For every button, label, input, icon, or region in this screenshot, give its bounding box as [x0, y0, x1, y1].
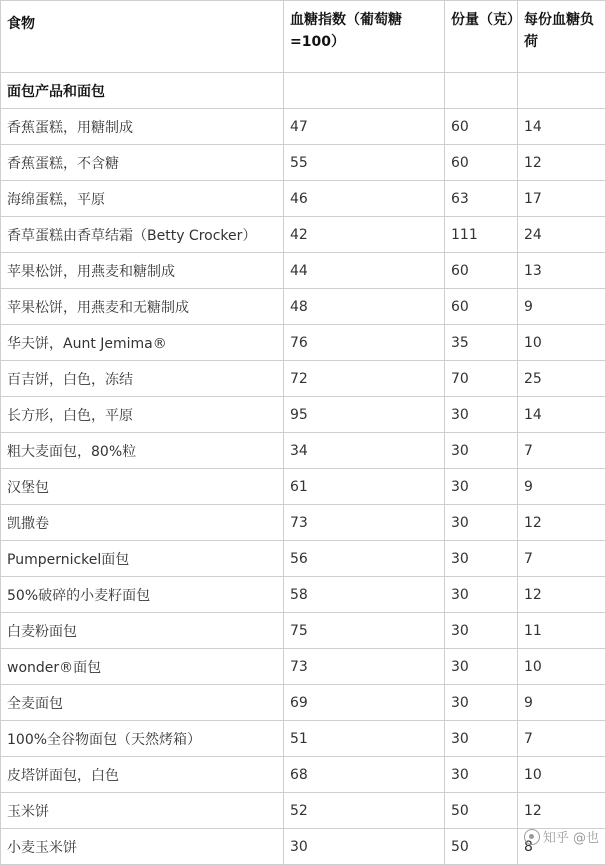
- serving-size-cell: 111: [445, 217, 518, 253]
- food-name-cell: 汉堡包: [1, 469, 284, 505]
- food-name-cell: 海绵蛋糕，平原: [1, 181, 284, 217]
- glycemic-load-cell: 8: [518, 829, 605, 865]
- glycemic-index-cell: 52: [284, 793, 445, 829]
- section-empty-cell: [284, 73, 445, 109]
- glycemic-index-cell: 34: [284, 433, 445, 469]
- table-row: [1, 469, 605, 505]
- food-name-cell: 华夫饼，Aunt Jemima®: [1, 325, 284, 361]
- serving-size-cell: 60: [445, 289, 518, 325]
- glycemic-load-cell: 11: [518, 613, 605, 649]
- table-row: [1, 325, 605, 361]
- serving-size-cell: 30: [445, 685, 518, 721]
- glycemic-index-cell: 95: [284, 397, 445, 433]
- section-title: 面包产品和面包: [1, 73, 284, 109]
- table-row: [1, 721, 605, 757]
- table-row: [1, 685, 605, 721]
- table-row: [1, 505, 605, 541]
- food-name-cell: 100%全谷物面包（天然烤箱）: [1, 721, 284, 757]
- glycemic-index-cell: 42: [284, 217, 445, 253]
- table-row: [1, 541, 605, 577]
- serving-size-cell: 50: [445, 793, 518, 829]
- glycemic-index-cell: 48: [284, 289, 445, 325]
- table-row: [1, 145, 605, 181]
- glycemic-load-cell: 7: [518, 721, 605, 757]
- serving-size-cell: 30: [445, 613, 518, 649]
- glycemic-index-cell: 51: [284, 721, 445, 757]
- food-name-cell: wonder®面包: [1, 649, 284, 685]
- food-name-cell: 凯撒卷: [1, 505, 284, 541]
- food-name-cell: 粗大麦面包，80%粒: [1, 433, 284, 469]
- table-row: [1, 109, 605, 145]
- glycemic-load-cell: 9: [518, 469, 605, 505]
- glycemic-load-cell: 12: [518, 577, 605, 613]
- glycemic-load-cell: 12: [518, 793, 605, 829]
- glycemic-index-cell: 61: [284, 469, 445, 505]
- glycemic-load-cell: 10: [518, 757, 605, 793]
- food-name-cell: 小麦玉米饼: [1, 829, 284, 865]
- table-row: [1, 649, 605, 685]
- food-name-cell: 玉米饼: [1, 793, 284, 829]
- glycemic-index-cell: 30: [284, 829, 445, 865]
- watermark-text: 知乎 @也: [543, 827, 599, 846]
- table-row: [1, 217, 605, 253]
- serving-size-cell: 30: [445, 433, 518, 469]
- glycemic-load-cell: 17: [518, 181, 605, 217]
- serving-size-cell: 30: [445, 757, 518, 793]
- serving-size-cell: 30: [445, 505, 518, 541]
- header-glycemic-load: 每份血糖负荷: [518, 1, 605, 73]
- food-name-cell: Pumpernickel面包: [1, 541, 284, 577]
- header-glycemic-index: 血糖指数（葡萄糖=100）: [284, 1, 445, 73]
- table-row: [1, 829, 605, 865]
- glycemic-load-cell: 10: [518, 325, 605, 361]
- glycemic-load-cell: 24: [518, 217, 605, 253]
- serving-size-cell: 30: [445, 397, 518, 433]
- serving-size-cell: 30: [445, 541, 518, 577]
- serving-size-cell: 70: [445, 361, 518, 397]
- glycemic-index-cell: 55: [284, 145, 445, 181]
- food-name-cell: 长方形，白色，平原: [1, 397, 284, 433]
- watermark: [524, 827, 599, 846]
- serving-size-cell: 30: [445, 469, 518, 505]
- food-name-cell: 香草蛋糕由香草结霜（Betty Crocker）: [1, 217, 284, 253]
- table-row: [1, 613, 605, 649]
- serving-size-cell: 63: [445, 181, 518, 217]
- glycemic-load-cell: 9: [518, 289, 605, 325]
- table-row: [1, 433, 605, 469]
- glycemic-load-cell: 7: [518, 433, 605, 469]
- header-food: 食物: [1, 1, 284, 73]
- glycemic-load-cell: 14: [518, 109, 605, 145]
- serving-size-cell: 30: [445, 721, 518, 757]
- header-row: [1, 1, 605, 73]
- glycemic-index-cell: 58: [284, 577, 445, 613]
- header-serving-size: 份量（克）: [445, 1, 518, 73]
- table-row: [1, 361, 605, 397]
- serving-size-cell: 35: [445, 325, 518, 361]
- serving-size-cell: 60: [445, 253, 518, 289]
- glycemic-load-cell: 9: [518, 685, 605, 721]
- food-name-cell: 皮塔饼面包，白色: [1, 757, 284, 793]
- food-name-cell: 苹果松饼，用燕麦和无糖制成: [1, 289, 284, 325]
- glycemic-index-cell: 75: [284, 613, 445, 649]
- table-row: [1, 289, 605, 325]
- glycemic-index-cell: 68: [284, 757, 445, 793]
- food-name-cell: 百吉饼，白色，冻结: [1, 361, 284, 397]
- glycemic-load-cell: 7: [518, 541, 605, 577]
- glycemic-index-cell: 56: [284, 541, 445, 577]
- serving-size-cell: 50: [445, 829, 518, 865]
- food-name-cell: 苹果松饼，用燕麦和糖制成: [1, 253, 284, 289]
- serving-size-cell: 30: [445, 577, 518, 613]
- table-row: [1, 577, 605, 613]
- serving-size-cell: 60: [445, 145, 518, 181]
- food-name-cell: 香蕉蛋糕，用糖制成: [1, 109, 284, 145]
- glycemic-index-cell: 73: [284, 649, 445, 685]
- table-row: [1, 793, 605, 829]
- serving-size-cell: 30: [445, 649, 518, 685]
- food-name-cell: 白麦粉面包: [1, 613, 284, 649]
- glycemic-index-cell: 76: [284, 325, 445, 361]
- glycemic-index-cell: 46: [284, 181, 445, 217]
- table-row: [1, 757, 605, 793]
- section-row: [1, 73, 605, 109]
- glycemic-index-cell: 47: [284, 109, 445, 145]
- glycemic-load-cell: 12: [518, 145, 605, 181]
- zhihu-logo-icon: [524, 829, 540, 845]
- glycemic-index-cell: 73: [284, 505, 445, 541]
- food-name-cell: 50%破碎的小麦籽面包: [1, 577, 284, 613]
- food-name-cell: 香蕉蛋糕，不含糖: [1, 145, 284, 181]
- glycemic-load-cell: 13: [518, 253, 605, 289]
- section-empty-cell: [518, 73, 605, 109]
- serving-size-cell: 60: [445, 109, 518, 145]
- table-row: [1, 397, 605, 433]
- glycemic-index-cell: 44: [284, 253, 445, 289]
- glycemic-index-cell: 72: [284, 361, 445, 397]
- glycemic-load-cell: 10: [518, 649, 605, 685]
- glycemic-index-cell: 69: [284, 685, 445, 721]
- section-empty-cell: [445, 73, 518, 109]
- glycemic-load-cell: 12: [518, 505, 605, 541]
- table-row: [1, 253, 605, 289]
- table-row: [1, 181, 605, 217]
- glycemic-load-cell: 25: [518, 361, 605, 397]
- glycemic-load-cell: 14: [518, 397, 605, 433]
- food-name-cell: 全麦面包: [1, 685, 284, 721]
